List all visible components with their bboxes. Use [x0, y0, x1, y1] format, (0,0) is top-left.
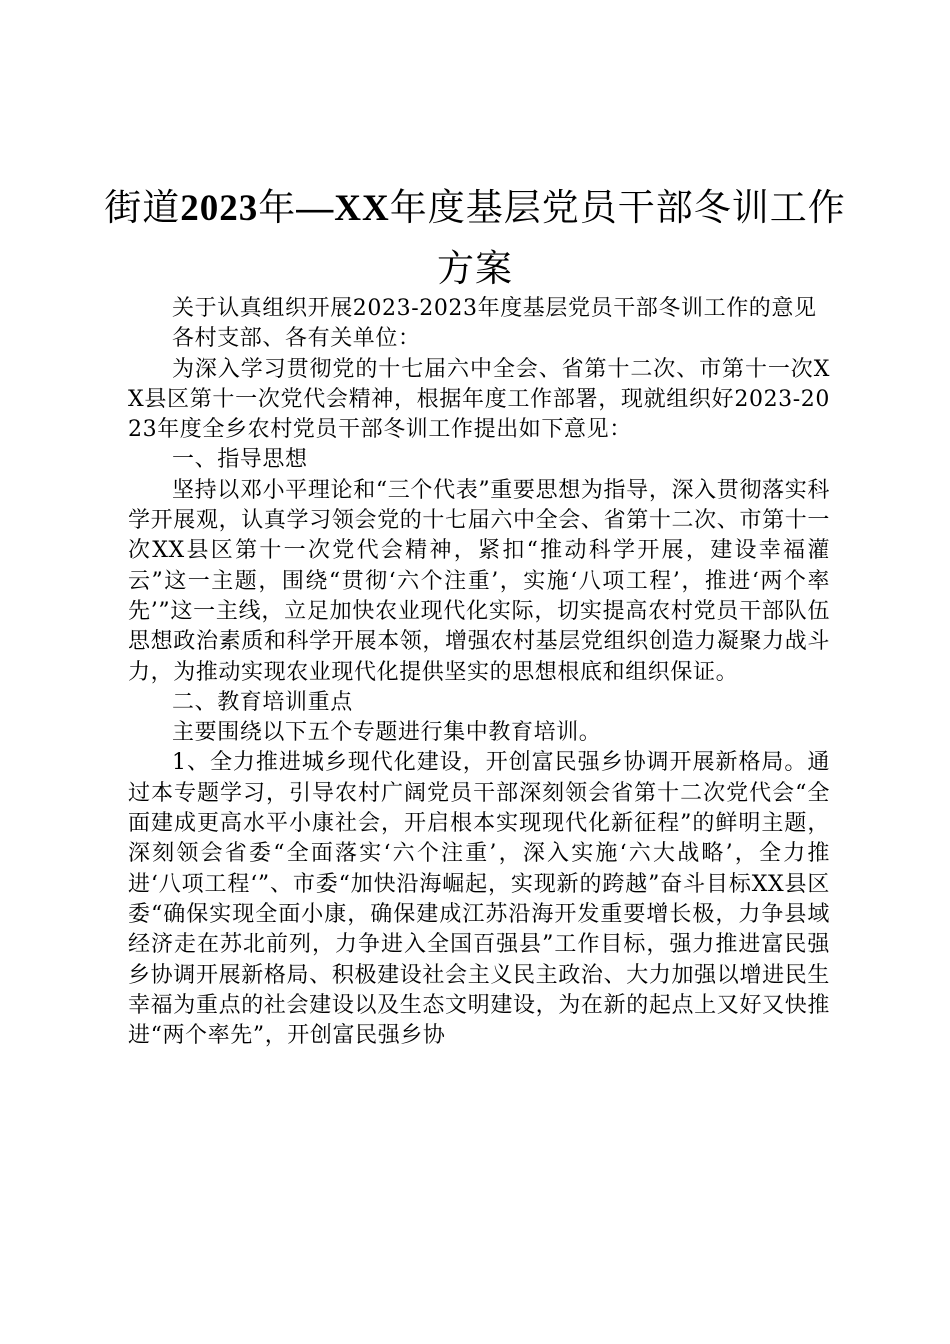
paragraph-salutation: 各村支部、各有关单位： [172, 326, 421, 352]
paragraph-intro: 为深入学习贯彻党的十七届六中全会、省第十二次、市第十一次XX县区第十一次党代会精神，根据年度工作部署，现就组织好2023-2023年度全乡农村党员干部冬训工作提出如下意见： [128, 356, 830, 443]
title-text-2: 年 [258, 186, 297, 229]
paragraph-topic-1: 1、全力推进城乡现代化建设，开创富民强乡协调开展新格局。通过本专题学习，引导农村广阔党员干部深刻领会省第十二次党代会“全面建成更高水平小康社会，开启根本实现现代化新征程”的鲜明主题，深刻领会省委“全面落实‘六个注重’，深入实施‘六大战略’，全力推进‘八项工程‘”、市委“加快沿海崛起，实现新的跨越”奋斗目标XX县区委“确保实现全面小康，确保建成江苏沿海开发重要增长极，力争县域经济走在苏北前列，力争进入全国百强县”工作目标，强力推进富民强乡协调开展新格局、积极建设社会主义民主政治、大力加强以增进民生幸福为重点的社会建设以及生态文明建设，为在新的起点上又好又快推进“两个率先”，开创富民强乡协 [128, 750, 830, 1049]
paragraph-training-focus: 主要围绕以下五个专题进行集中教育培训。 [172, 720, 602, 746]
heading-training-focus: 二、教育培训重点 [172, 689, 353, 715]
document-body [128, 294, 830, 1051]
title-line-2: 方案 [437, 247, 513, 290]
title-text-1: 街道 [104, 186, 181, 229]
title-year: 2023 [180, 188, 259, 229]
title-text-3: 年度基层党员干部冬训工作 [389, 186, 846, 229]
document-title [100, 178, 850, 299]
paragraph-guiding-ideology: 坚持以邓小平理论和“三个代表”重要思想为指导，深入贯彻落实科学开展观，认真学习领会党的十七届六中全会、省第十二次、市第十一次XX县区第十一次党代会精神，紧扣“推动科学开展，建设幸福灌云”这一主题，围绕“贯彻‘六个注重’，实施‘八项工程’，推进‘两个率先’”这一主线，立足加快农业现代化实际，切实提高农村党员干部队伍思想政治素质和科学开展本领，增强农村基层党组织创造力凝聚力战斗力，为推动实现农业现代化提供坚实的思想根底和组织保证。 [128, 477, 830, 685]
heading-guiding-ideology: 一、指导思想 [172, 447, 308, 473]
title-xx: —XX [296, 188, 390, 229]
paragraph-subject: 关于认真组织开展2023-2023年度基层党员干部冬训工作的意见 [172, 296, 817, 321]
